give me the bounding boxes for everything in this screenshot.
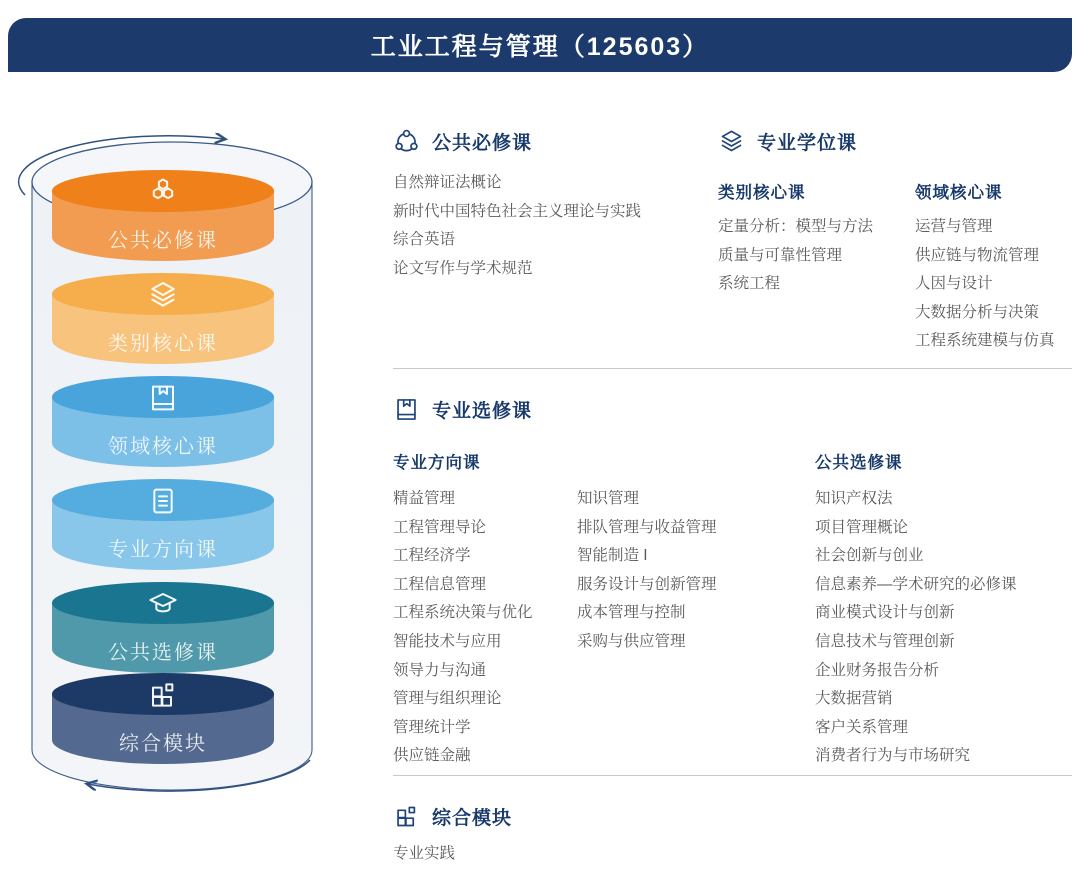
electives-groups [393, 449, 1080, 771]
course-item: 供应链金融 [393, 747, 471, 765]
group-title: 专业方向课 [393, 454, 481, 472]
cylinder-figure [0, 110, 340, 820]
disc-top [52, 479, 274, 521]
grid-modules-icon [393, 803, 420, 830]
course-item: 工程管理导论 [393, 518, 487, 536]
course-item: 论文写作与学术规范 [393, 259, 533, 277]
bookmark-book-icon [393, 396, 420, 423]
course-list [393, 485, 577, 771]
course-item: 消费者行为与市场研究 [815, 747, 971, 765]
page-title: 工业工程与管理（125603） [370, 33, 710, 61]
disc-label: 公共必修课 [108, 230, 218, 252]
course-item: 项目管理概论 [815, 518, 909, 536]
cylinder-disc [52, 673, 274, 765]
disc-top [52, 170, 274, 212]
section-header [718, 128, 1080, 155]
group-public-elective [815, 449, 1080, 771]
course-item: 系统工程 [718, 275, 781, 293]
course-item: 知识产权法 [815, 490, 893, 507]
direction-columns [393, 473, 815, 771]
course-item: 新时代中国特色社会主义理论与实践 [393, 202, 642, 220]
disc-label: 类别核心课 [108, 333, 218, 355]
course-item: 定量分析：模型与方法 [718, 218, 874, 235]
stacked-layers-icon [718, 128, 745, 155]
group-title: 领域核心课 [915, 184, 1003, 202]
course-item: 社会创新与创业 [815, 547, 924, 565]
section-header [393, 803, 703, 830]
document-lines-icon [147, 485, 179, 517]
section-public-required [393, 128, 703, 283]
disc-top [52, 376, 274, 418]
header-banner [8, 18, 1072, 72]
section-title: 专业学位课 [757, 133, 858, 154]
course-item: 企业财务报告分析 [815, 661, 940, 679]
course-item: 工程系统建模与仿真 [915, 332, 1055, 350]
course-item: 工程信息管理 [393, 575, 487, 593]
course-item: 人因与设计 [915, 275, 993, 293]
course-item: 运营与管理 [915, 218, 993, 235]
course-item: 管理统计学 [393, 718, 471, 736]
divider [393, 775, 1072, 776]
section-title: 专业选修课 [432, 401, 533, 422]
course-list [718, 213, 915, 299]
section-degree [718, 128, 1080, 356]
section-title: 公共必修课 [432, 133, 533, 154]
grid-modules-icon [147, 679, 179, 711]
disc-label: 专业方向课 [108, 539, 218, 561]
course-list [915, 213, 1080, 356]
course-item: 供应链与物流管理 [915, 246, 1040, 264]
course-item: 大数据营销 [815, 690, 893, 708]
disc-top [52, 673, 274, 715]
cylinder-disc [52, 582, 274, 674]
course-item: 采购与供应管理 [577, 632, 686, 650]
group-title: 公共选修课 [815, 454, 903, 472]
course-item: 工程系统决策与优化 [393, 604, 533, 622]
stacked-layers-icon [147, 279, 179, 311]
graduation-cap-icon [147, 588, 179, 620]
course-item: 服务设计与创新管理 [577, 575, 717, 593]
section-header [393, 128, 703, 155]
course-item: 精益管理 [393, 490, 456, 507]
section-electives [393, 396, 1080, 771]
cylinder-disc [52, 273, 274, 365]
degree-groups [718, 179, 1080, 356]
disc-top [52, 273, 274, 315]
disc-label: 领域核心课 [108, 436, 218, 458]
course-item: 排队管理与收益管理 [577, 518, 717, 536]
course-item: 领导力与沟通 [393, 661, 487, 679]
course-item: 管理与组织理论 [393, 690, 502, 708]
cylinder-disc [52, 170, 274, 262]
section-title: 综合模块 [432, 808, 513, 829]
course-item: 专业实践 [393, 845, 456, 862]
course-item: 自然辩证法概论 [393, 174, 502, 191]
course-item: 信息技术与管理创新 [815, 632, 955, 650]
course-item: 客户关系管理 [815, 718, 909, 736]
course-item: 成本管理与控制 [577, 604, 686, 622]
course-item: 智能技术与应用 [393, 632, 502, 650]
hexagon-cluster-icon [147, 176, 179, 208]
group-domain-core [915, 179, 1080, 356]
group-title: 类别核心课 [718, 184, 806, 202]
disc-label: 综合模块 [119, 733, 207, 755]
course-item: 质量与可靠性管理 [718, 246, 843, 264]
course-item: 大数据分析与决策 [915, 303, 1040, 321]
course-item: 智能制造 I [577, 547, 648, 565]
course-list [393, 840, 703, 869]
group-direction [393, 449, 815, 771]
cylinder-disc [52, 479, 274, 571]
course-list [577, 485, 815, 771]
course-item: 工程经济学 [393, 547, 471, 565]
section-header [393, 396, 1080, 423]
course-item: 综合英语 [393, 231, 456, 249]
section-comprehensive [393, 803, 703, 869]
course-list [393, 169, 703, 283]
course-item: 知识管理 [577, 490, 640, 507]
group-category-core [718, 179, 915, 356]
disc-top [52, 582, 274, 624]
divider [393, 368, 1072, 369]
bookmark-book-icon [147, 382, 179, 414]
disc-label: 公共选修课 [108, 642, 218, 664]
course-item: 商业模式设计与创新 [815, 604, 955, 622]
cylinder-disc [52, 376, 274, 468]
course-item: 信息素养—学术研究的必修课 [815, 575, 1017, 593]
course-list [815, 485, 1080, 771]
molecule-icon [393, 128, 420, 155]
